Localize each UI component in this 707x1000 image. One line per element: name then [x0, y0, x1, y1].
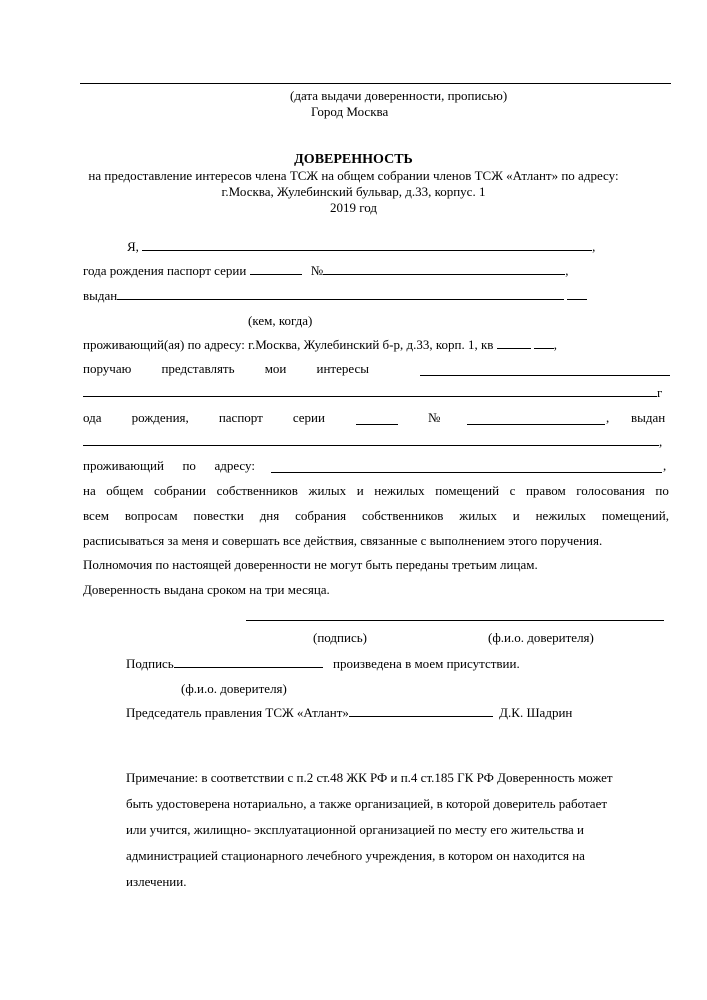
presence-text: произведена в моем присутствии.: [333, 656, 520, 671]
body-word: нежилых: [535, 508, 586, 523]
body-line-2: [83, 508, 669, 524]
sign-caption: (подпись): [313, 630, 367, 645]
principal-issued-label: выдан: [83, 288, 118, 303]
principal-issued-line: [83, 288, 673, 304]
body-word: дня: [259, 508, 280, 523]
body-word: общем: [106, 483, 144, 498]
attorney-birth-word: паспорт: [218, 410, 263, 425]
note-line-3: или учится, жилищно- эксплуатационной организацией по месту его жительства и: [126, 822, 584, 837]
comma: ,: [659, 434, 663, 449]
principal-issued-field-2[interactable]: [567, 288, 587, 300]
signature-confirmation-line: [126, 656, 707, 672]
attorney-name-field[interactable]: [420, 364, 670, 376]
note-line-4: администрацией стационарного лечебного учреждения, в котором он находится на: [126, 848, 585, 863]
body-word: собственников: [216, 483, 298, 498]
fio-caption-2: (ф.и.о. доверителя): [181, 681, 287, 696]
principal-i-label: Я,: [127, 239, 139, 254]
apartment-field-2[interactable]: [534, 337, 554, 349]
principal-name-line: [127, 239, 607, 255]
principal-passport-number-field[interactable]: [323, 263, 379, 275]
g-fragment: г: [657, 385, 663, 400]
issued-caption: (кем, когда): [248, 313, 313, 328]
attorney-name-field-2[interactable]: [83, 385, 657, 397]
document-subtitle-1: на предоставление интересов члена ТСЖ на общем собрании членов ТСЖ «Атлант» по адресу:: [88, 168, 619, 183]
body-word: всем: [83, 508, 109, 523]
entrust-word: представлять: [161, 361, 235, 376]
attorney-residing-word: адресу:: [214, 458, 255, 473]
signature-label: Подпись: [126, 656, 174, 671]
attorney-residing-word: проживающий: [83, 458, 164, 473]
body-word: помещений,: [601, 508, 669, 523]
body-word: на: [83, 483, 96, 498]
body-word: с: [509, 483, 516, 498]
attorney-issued-label: выдан: [631, 410, 666, 425]
apartment-field[interactable]: [497, 337, 531, 349]
attorney-issued-field[interactable]: [83, 434, 659, 446]
note-line-2: быть удостоверена нотариально, а также организацией, в которой доверитель работает: [126, 796, 608, 811]
attorney-residing-word: по: [182, 458, 196, 473]
body-line-5: Доверенность выдана сроком на три месяца.: [83, 582, 330, 597]
entrust-word: мои: [264, 361, 287, 376]
body-line-4: Полномочия по настоящей доверенности не могут быть переданы третьим лицам.: [83, 557, 538, 572]
attorney-birth-word: рождения,: [131, 410, 189, 425]
note-line-5: излечении.: [126, 874, 187, 889]
principal-passport-extra-field[interactable]: [379, 263, 565, 275]
principal-passport-series-field[interactable]: [250, 263, 302, 275]
principal-birth-label: года рождения паспорт серии: [83, 263, 247, 278]
body-word: собрании: [153, 483, 207, 498]
body-word: собрания: [295, 508, 347, 523]
principal-residing-label: проживающий(ая) по адресу: г.Москва, Жулебинский б-р, д.33, корп. 1, кв: [83, 337, 494, 352]
body-word: голосования: [576, 483, 645, 498]
body-word: собственников: [362, 508, 444, 523]
attorney-address-field[interactable]: [271, 461, 662, 473]
body-word: повестки: [193, 508, 244, 523]
attorney-birth-word: ода: [83, 410, 102, 425]
comma: ,: [606, 410, 610, 425]
body-word: помещений: [435, 483, 500, 498]
signature-field[interactable]: [174, 656, 323, 668]
entrust-word: поручаю: [83, 361, 132, 376]
entrust-word: интересы: [316, 361, 369, 376]
body-word: жилых: [308, 483, 347, 498]
principal-name-field[interactable]: [142, 239, 512, 251]
document-title: ДОВЕРЕННОСТЬ: [294, 152, 413, 167]
comma: ,: [553, 337, 557, 352]
document-subtitle-2: г.Москва, Жулебинский бульвар, д.33, корпус. 1: [221, 184, 486, 199]
body-line-1: [83, 483, 669, 499]
body-word: и: [512, 508, 520, 523]
chairman-label: Председатель правления ТСЖ «Атлант»: [126, 705, 349, 720]
comma: ,: [565, 263, 569, 278]
note-line-1: Примечание: в соответствии с п.2 ст.48 ЖК РФ и п.4 ст.185 ГК РФ Доверенность может: [126, 770, 613, 785]
body-line-3: расписываться за меня и совершать все действия, связанные с выполнением этого поручения.: [83, 533, 603, 548]
principal-issued-field[interactable]: [117, 288, 564, 300]
attorney-number-label: №: [428, 410, 441, 425]
principal-name-field-2[interactable]: [512, 239, 592, 251]
attorney-passport-number-field[interactable]: [467, 413, 605, 425]
body-word: жилых: [459, 508, 497, 523]
body-word: и: [356, 483, 364, 498]
top-rule: [80, 83, 671, 84]
comma: ,: [663, 458, 667, 473]
signature-line[interactable]: [246, 620, 664, 621]
comma: ,: [592, 239, 596, 254]
chairman-signature-field[interactable]: [349, 705, 493, 717]
attorney-birth-word: серии: [292, 410, 325, 425]
attorney-passport-series-field[interactable]: [356, 413, 398, 425]
attorney-name-line: [83, 385, 673, 401]
body-word: правом: [525, 483, 566, 498]
city: Город Москва: [311, 104, 389, 119]
date-caption: (дата выдачи доверенности, прописью): [290, 88, 508, 103]
chairman-name: Д.К. Шадрин: [499, 705, 573, 720]
document-year: 2019 год: [330, 200, 377, 215]
entrust-line: [83, 361, 673, 377]
attorney-issued-line: [83, 434, 673, 450]
principal-passport-line: [83, 263, 673, 279]
principal-address-line: [83, 337, 673, 353]
fio-caption: (ф.и.о. доверителя): [488, 630, 594, 645]
principal-number-label: №: [310, 263, 324, 278]
chairman-line: [126, 705, 707, 721]
body-word: вопросам: [124, 508, 178, 523]
body-word: по: [655, 483, 669, 498]
body-word: нежилых: [374, 483, 425, 498]
